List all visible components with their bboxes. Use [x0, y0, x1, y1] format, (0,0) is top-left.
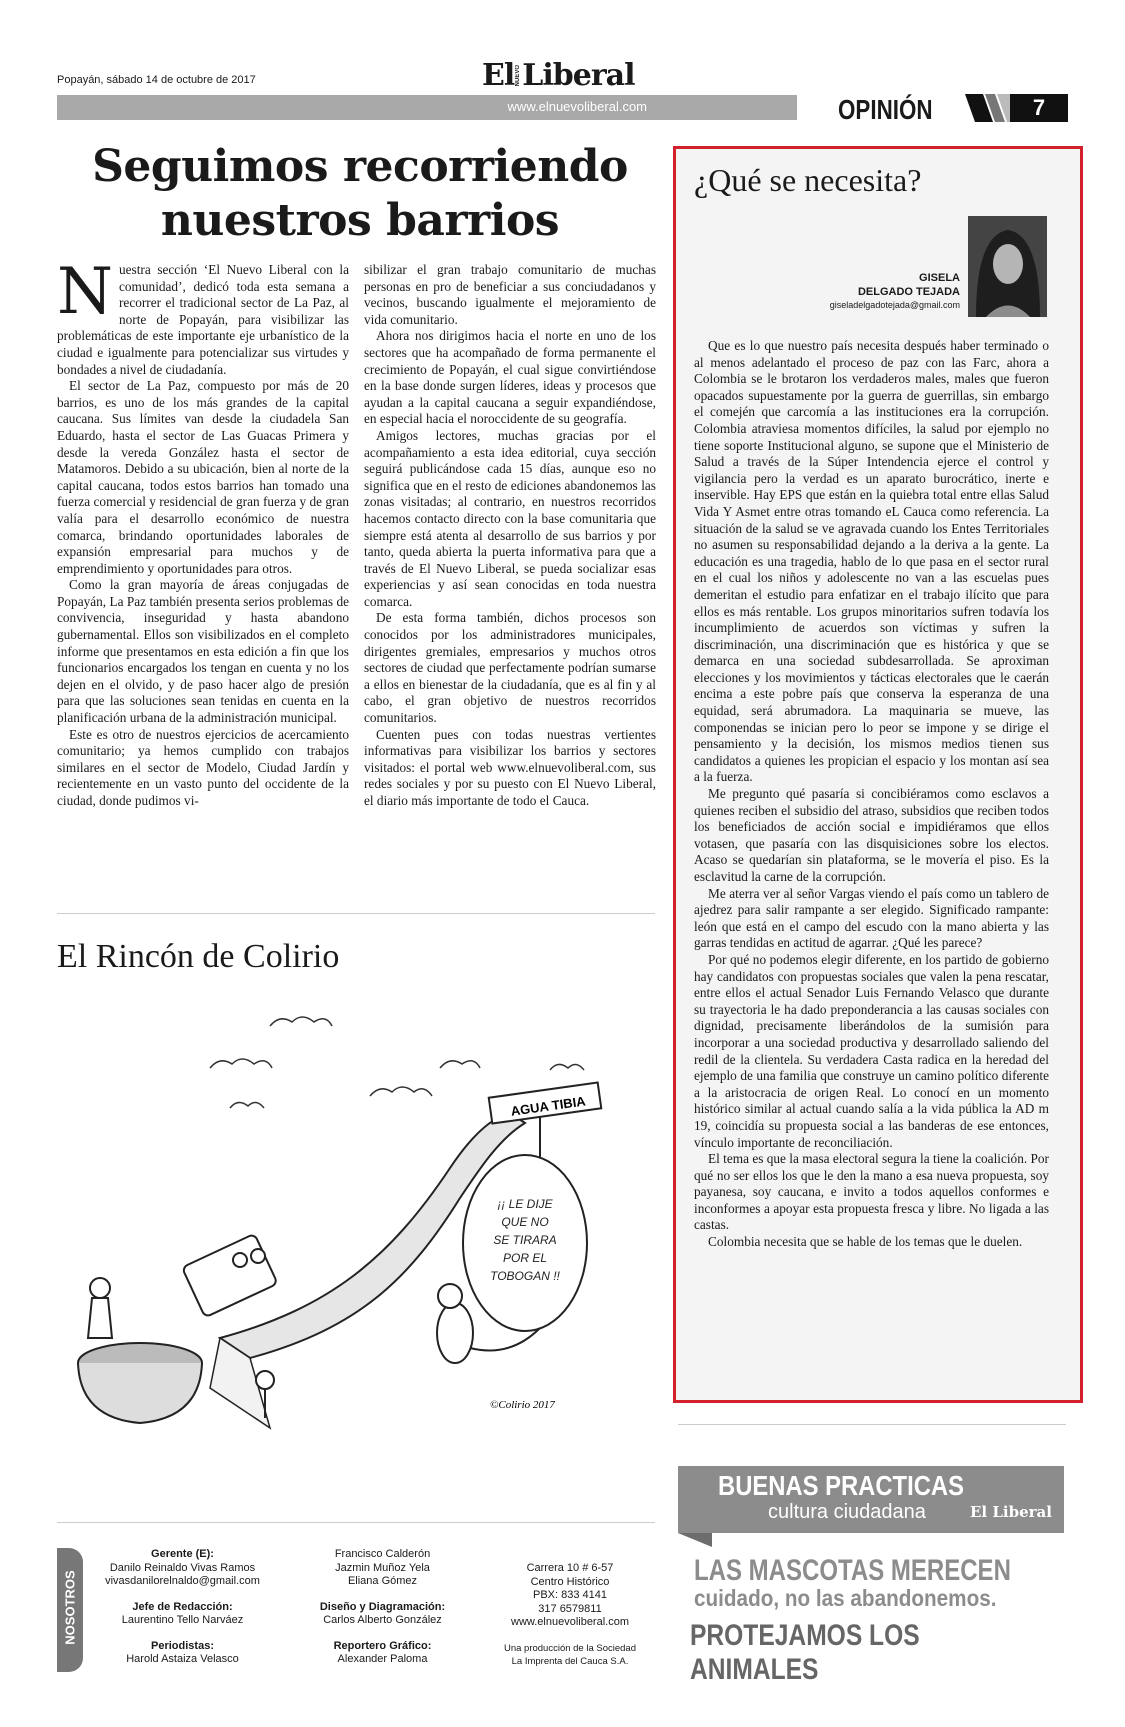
page-number: 7: [1010, 94, 1068, 122]
staff-name: Alexander Paloma: [337, 1653, 428, 1665]
newspaper-logo: [482, 58, 634, 93]
balloon-line-2: QUE NO: [501, 1215, 549, 1229]
article-column-1: [57, 255, 349, 810]
staff-name: Eliana Gómez: [347, 1575, 418, 1587]
promo-logo: El Liberal: [970, 1503, 1052, 1521]
promo-line-3: PROTEJAMOS LOS ANIMALES: [690, 1619, 920, 1686]
staff-email[interactable]: vivasdanilorelnaldo@gmail.com: [105, 1575, 260, 1587]
article-column-2: [364, 262, 656, 810]
article-paragraph: uestra sección ‘El Nuevo Liberal con la comunidad’, dedicó toda esta semana a recorrer el tradicional sector de La Paz, al norte de Popayán, para visibilizar las problemáticas de este importante eje urbanístico de la ciudad e igualmente para potencializar sus virtudes y bondades a nivel de ciudadanía.: [57, 262, 349, 377]
opinion-title: ¿Qué se necesita?: [694, 162, 922, 198]
author-first-name: GISELA: [919, 272, 960, 284]
nosotros-tab: [57, 1548, 83, 1672]
drop-cap: N: [57, 255, 113, 329]
staff-name: Carlos Alberto González: [323, 1614, 442, 1626]
section-divider: [678, 1424, 1066, 1425]
author-last-name: DELGADO TEJADA: [857, 286, 960, 298]
address-line: PBX: 833 4141: [532, 1589, 607, 1601]
dateline: Popayán, sábado 14 de octubre de 2017: [57, 74, 256, 86]
staff-column-2: [300, 1548, 465, 1667]
staff-column-3: [490, 1562, 650, 1669]
production-line: Una producción de la Sociedad: [503, 1642, 637, 1654]
opinion-paragraph: Me aterra ver al señor Vargas viendo el país como un tablero de ajedrez para salir rampante a ser elegido. Significado rampante: león que está en el campo del escudo con la mano abierta y las garras tendidas en actitud de agarrar. ¿Qué les parece?: [694, 885, 1049, 951]
article-paragraph: De esta forma también, dichos procesos son conocidos por los administradores municipales, dirigentes gremiales, empresarios y muchos otros sectores de ciudad que perfectamente podrían sumarse a ellos en bienestar de la ciudadanía, que es al fin y al cabo, el gran objetivo de nuestros recorridos comunitarios.: [364, 610, 656, 726]
opinion-paragraph: Me pregunto qué pasaría si concibiéramos como esclavos a quienes reciben el subsidio del atraso, subsidios que reciben todos los beneficiados de acción social e impidiéramos que ellos votasen, que pasaría con las disquisiciones sobre los electos. Acaso se quedarían sin plataforma, se le movería el piso. Es la esclavitud la carne de la corrupción.: [694, 786, 1049, 884]
header-bar: [57, 95, 797, 120]
author-email[interactable]: giseladelgadotejada@gmail.com: [829, 300, 960, 310]
promo-title: BUENAS PRACTICAS: [718, 1470, 964, 1501]
cartoon-section-title: El Rincón de Colirio: [57, 938, 340, 975]
opinion-paragraph: Colombia necesita que se hable de los temas que le duelen.: [708, 1234, 1023, 1250]
article-paragraph: Cuenten pues con todas nuestras vertientes informativas para visibilizar los barrios y sectores visitados: el portal web www.elnuevoliberal.com, sus redes sociales y por su puesto con El Nuevo Liberal, el diario más importante de todo el Cauca.: [364, 726, 656, 808]
section-stripes-icon: [965, 94, 1011, 122]
balloon-line-3: SE TIRARA: [493, 1233, 557, 1247]
staff-name: Danilo Reinaldo Vivas Ramos: [109, 1561, 256, 1574]
article-paragraph: El sector de La Paz, compuesto por más de 20 barrios, es uno de los más grandes de la capital caucana. Sus límites van desde la ciudadela San Eduardo, hasta el sector de Las Guacas Primera y desde la vereda González hasta el sector de Matamoros. Debido a su ubicación, bien al norte de la capital caucana, todos estos barrios han tomado una fuerza comercial y residencial de gran fuerza y de gran valía para el desarrollo económico de nuestra comarca, brindando oportunidades laborales de expansión empresarial para muchos y de emprendimiento y oportunidades para otros.: [57, 378, 349, 576]
title-line-2: nuestros barrios: [160, 195, 560, 246]
article-paragraph: sibilizar el gran trabajo comunitario de muchas personas en pro de beneficiar a sus conciudadanos y vecinos, buscando igualmente el mejoramiento de vida comunitario.: [364, 262, 656, 327]
staff-label: Diseño y Diagramación:: [319, 1600, 446, 1613]
section-divider: [57, 1522, 655, 1523]
staff-name: Laurentino Tello Narváez: [121, 1614, 244, 1626]
balloon-line-5: TOBOGAN !!: [490, 1269, 560, 1283]
title-line-1: Seguimos recorriendo: [92, 141, 628, 192]
website-link[interactable]: www.elnuevoliberal.com: [511, 1616, 629, 1628]
staff-label: Periodistas:: [151, 1639, 214, 1652]
article-paragraph: Como la gran mayoría de áreas conjugadas de Popayán, La Paz también presenta serios problemas de convivencia, inseguridad y hasta abandono gubernamental. Ellos son visibilizados en el completo informe que presentamos en esta edición a fin que los funcionarios encargados los tengan en cuenta y no los dejen en el olvido, y de paso hacer algo de presión para que las soluciones sean tenidas en cuenta en la planificación urbana de la administración municipal.: [57, 577, 349, 726]
staff-name: Jazmin Muñoz Yela: [335, 1561, 430, 1574]
editorial-cartoon: [70, 998, 640, 1448]
website-url: www.elnuevoliberal.com: [507, 99, 647, 114]
article-paragraph: Ahora nos dirigimos hacia el norte en uno de los sectores que ha acompañado de forma permanente el crecimiento de Popayán, el cual sigue convirtiéndose en la base donde surgen líderes, ideas y procesos que ayudan a la capital caucana a seguir expandiéndose, en especial hacia el noroccidente de su geografía.: [364, 328, 656, 427]
nosotros-label: NOSOTROS: [62, 1570, 78, 1645]
staff-column-1: [100, 1548, 265, 1667]
opinion-body: [694, 338, 1049, 1251]
address-line: Centro Histórico: [530, 1575, 610, 1588]
production-line: La Imprenta del Cauca S.A.: [511, 1656, 629, 1667]
address-line: 317 6579811: [538, 1602, 602, 1615]
cartoon-sign-text: AGUA TIBIA: [509, 1093, 587, 1119]
main-article-title: [60, 140, 660, 248]
cartoon-signature: ©Colirio 2017: [490, 1399, 555, 1411]
promo-banner-tail: [678, 1533, 712, 1547]
address-line: Carrera 10 # 6-57: [526, 1562, 614, 1574]
promo-line-2: cuidado, no las abandonemos.: [694, 1585, 997, 1611]
section-divider: [57, 913, 655, 914]
logo-nuevo: NUEVO: [515, 64, 522, 87]
opinion-paragraph: Por qué no podemos elegir diferente, en los partido de gobierno hay candidatos con propuestas sociales que valen la pena rescatar, entre ellos el actual Senador Luis Fernando Velasco que durante su trayectoria le ha dado preponderancia a las causas sociales con dignidad, precisamente liberándolos de la sumisión para incorporar a una sociedad productiva y desarrollado saliendo del redil de la clientela. Su verdadera Casta radica en la heredad del ejemplo de una familia que construye un camino político diferente a la aristocracia de origen Real. Lo conocí en un momento histórico similar al actual cuando salía a la vida pública la AD m 19, coincidía su propuesta social a las banderas de ese entonces, vínculo importante de reconciliación.: [694, 951, 1049, 1150]
balloon-line-1: ¡¡ LE DIJE: [497, 1197, 553, 1211]
promo-line-1: LAS MASCOTAS MERECEN: [694, 1554, 1011, 1587]
section-name: OPINIÓN: [838, 94, 933, 125]
staff-name: Francisco Calderón: [334, 1548, 431, 1560]
staff-label: Reportero Gráfico:: [333, 1639, 432, 1652]
staff-label: Jefe de Redacción:: [132, 1600, 233, 1613]
opinion-paragraph: Que es lo que nuestro país necesita después haber terminado o al menos adelantado el proceso de paz con las Farc, ahora a Colombia se le brotaron los verdaderos males, males que fueron opacados supuestamente por la guerra de guerrillas, sin embargo el comején que carcomía a las instituciones era la corrupción. Colombia atraviesa momentos difíciles, la salud por ejemplo no tiene soporte Institucional alguno, se supone que el Ministerio de Salud a través de la Súper Intendencia ejerce el control y vigilancia pero la verdad es un aparato burocrático, inerte e inservible. Hay EPS que están en la quiebra total entre ellas Salud Vida Y Asmet entre otras tomando eL Cauca como referencia. La situación de la salud se ve agravada cuando los Entes Territoriales no asumen su responsabilidad dejando a la deriva a la gente. La educación es una tragedia, hablo de lo que pasa en el sector rural en el cual los niños y adolescente no van a las escuelas pues demeritan el estudio para enfatizar en el trabajo ilícito que para ellos es más rentable. Los grupos minoritarios sufren todavía los incumplimiento de acuerdos son víctimas y sufren la discriminación, una discriminación que es histórica y que se demarca en una sociedad subdesarrollada. Se aproximan elecciones y los movimientos y tácticas electorales que le caerán encima a este pobre país que conserva la esperanza de una equidad, será abrumadora. La maquinaria se mueve, las componendas se inician pero lo peor se impone y se dirige el pensamiento y la decisión, los mismos medios tienen sus candidatos a quienes les propician el espacio y los montan así sea a la fuerza.: [694, 338, 1049, 785]
staff-label: Gerente (E):: [151, 1548, 214, 1560]
opinion-paragraph: El tema es que la masa electoral segura la tiene la coalición. Por qué no ser ellos los que le den la mano a esa nueva propuesta, soy payanesa, soy caucana, e invito a todos aquellos conformes e inconformes a apoyar esta propuesta fresca y libre. No ligada a las castas.: [694, 1151, 1049, 1233]
article-paragraph: Este es otro de nuestros ejercicios de acercamiento comunitario; ya hemos cumplido con trabajos similares en el sector de Modelo, Ciudad Jardín y recientemente en un vasto punto del occidente de la ciudad, donde pudimos vi-: [57, 726, 349, 808]
balloon-line-4: POR EL: [502, 1251, 548, 1265]
author-name: [820, 271, 960, 299]
article-paragraph: Amigos lectores, muchas gracias por el acompañamiento a esta idea editorial, cuya sección seguirá publicándose cada 15 días, aunque eso no significa que en el resto de ediciones abandonemos las zonas visitadas; al contrario, en nuestros recorridos hacemos contacto directo con la base comunitaria que siempre está atenta al desarrollo de sus barrios y por tanto, queda abierta la puerta informativa para que a través de El Nuevo Liberal, se pueda socializar esas experiencias y así sean conocidas en toda nuestra comarca.: [364, 427, 656, 609]
staff-name: Harold Astaiza Velasco: [126, 1653, 239, 1665]
promo-subtitle: cultura ciudadana: [768, 1501, 926, 1523]
logo-el: El: [482, 58, 515, 93]
logo-liberal: Liberal: [522, 58, 635, 93]
author-photo: [968, 216, 1047, 317]
